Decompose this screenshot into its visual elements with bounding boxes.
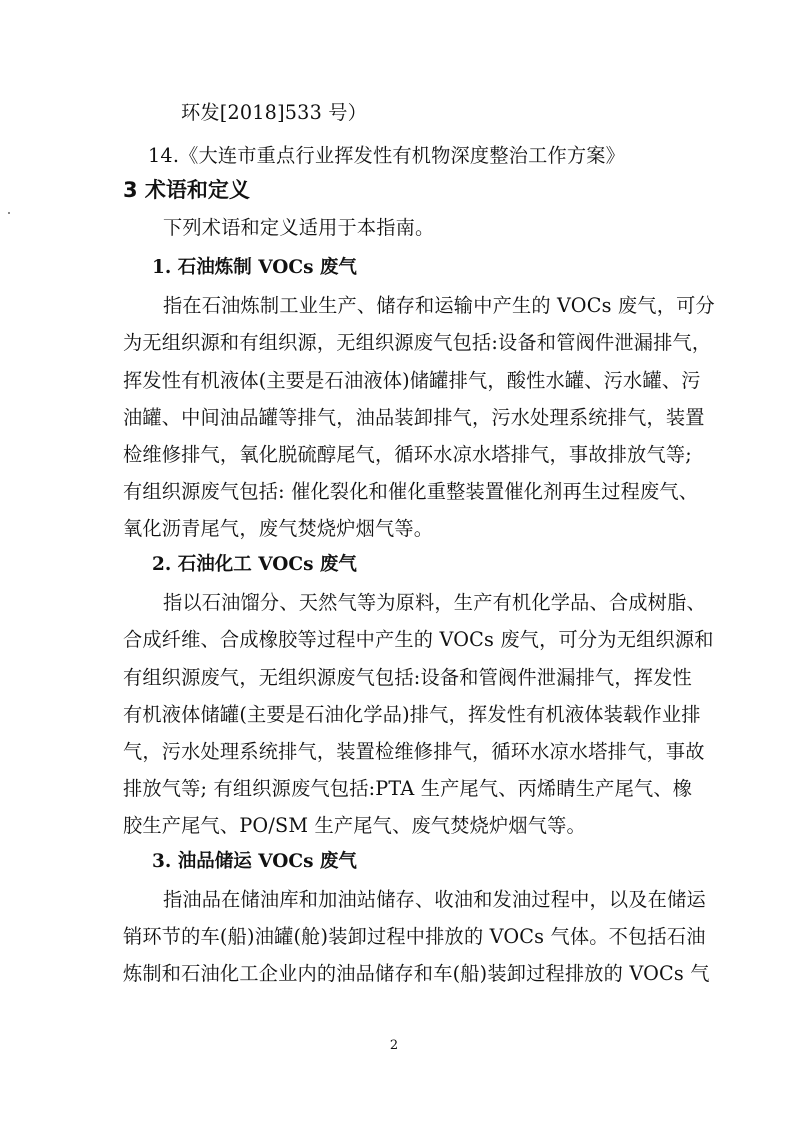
item-1-line: 油罐、中间油品罐等排气，油品装卸排气，污水处理系统排气，装置 xyxy=(123,406,705,429)
item-2-line: 胶生产尾气、PO/SM 生产尾气、废气焚烧炉烟气等。 xyxy=(123,814,586,837)
item-2-line: 排放气等; 有组织源废气包括:PTA 生产尾气、丙烯睛生产尾气、橡 xyxy=(123,777,693,800)
item-2-line: 有机液体储罐(主要是石油化学品)排气，挥发性有机液体装载作业排 xyxy=(123,703,701,726)
section-heading: 3 术语和定义 xyxy=(123,178,250,202)
item-1-line: 检维修排气，氧化脱硫醇尾气，循环水凉水塔排气，事故排放气等; xyxy=(123,443,692,466)
item-2-line: 指以石油馏分、天然气等为原料，生产有机化学品、合成树脂、 xyxy=(163,591,706,614)
page-number: 2 xyxy=(389,1038,399,1053)
intro-text: 下列术语和定义适用于本指南。 xyxy=(163,216,435,239)
item-1-line: 挥发性有机液体(主要是石油液体)储罐排气，酸性水罐、污水罐、污 xyxy=(123,369,701,392)
item-2-line: 合成纤维、合成橡胶等过程中产生的 VOCs 废气，可分为无组织源和 xyxy=(123,628,714,651)
item-2-title: 2. 石油化工 VOCs 废气 xyxy=(152,554,357,575)
item-3-line: 指油品在储油库和加油站储存、收油和发油过程中，以及在储运 xyxy=(163,888,706,911)
item-3-line: 炼制和石油化工企业内的油品储存和车(船)装卸过程排放的 VOCs 气 xyxy=(123,962,710,985)
item-1-line: 指在石油炼制工业生产、储存和运输中产生的 VOCs 废气，可分 xyxy=(163,294,715,317)
item-1-line: 有组织源废气包括: 催化裂化和催化重整装置催化剂再生过程废气、 xyxy=(123,480,699,503)
scan-speck xyxy=(8,212,10,214)
item-1-line: 氧化沥青尾气，废气焚烧炉烟气等。 xyxy=(123,517,434,540)
item-2-line: 气，污水处理系统排气，装置检维修排气，循环水凉水塔排气，事故 xyxy=(123,740,705,763)
reference-item-14: 14.《大连市重点行业挥发性有机物深度整治工作方案》 xyxy=(148,144,626,167)
reference-continuation: 环发[2018]533 号） xyxy=(181,101,368,124)
item-3-title: 3. 油品储运 VOCs 废气 xyxy=(152,851,357,872)
item-2-line: 有组织源废气，无组织源废气包括:设备和管阀件泄漏排气，挥发性 xyxy=(123,666,692,689)
item-1-title: 1. 石油炼制 VOCs 废气 xyxy=(152,257,357,278)
item-1-line: 为无组织源和有组织源，无组织源废气包括:设备和管阀件泄漏排气， xyxy=(123,331,712,354)
item-3-line: 销环节的车(船)油罐(舱)装卸过程中排放的 VOCs 气体。不包括石油 xyxy=(123,925,706,948)
